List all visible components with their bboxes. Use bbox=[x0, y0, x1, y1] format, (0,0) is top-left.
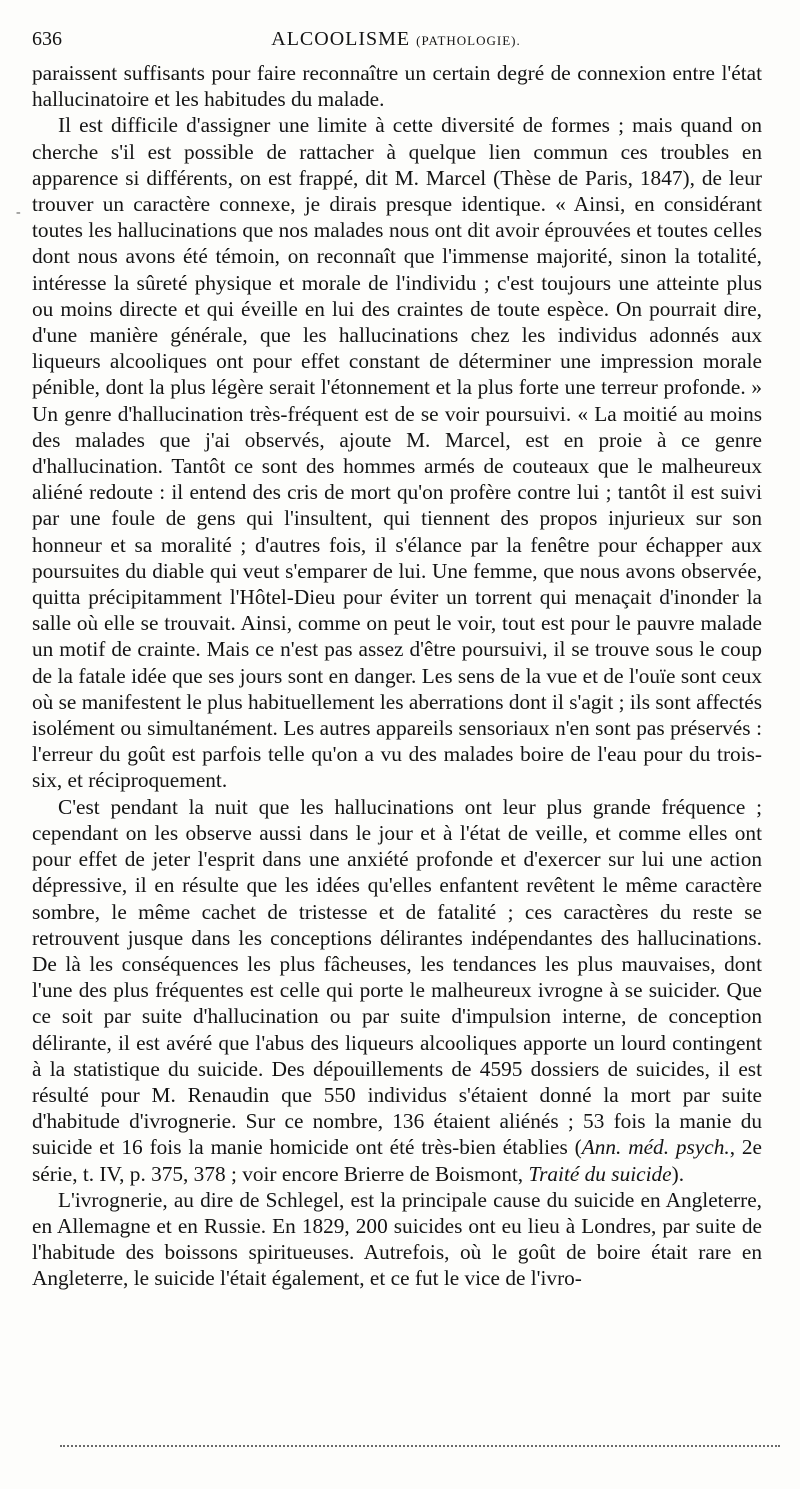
paragraph-text-part: C'est pendant la nuit que les hallucinations ont leur plus grande fréquence ; cependant on les observe aussi dans le jour et à l'état de veille, et comme elles ont pour effet de jeter l'esprit dans une anxiété profonde et d'exercer sur lui une action dépressive, il en résulte que les idées qu'elles enfantent revêtent le même caractère sombre, le même cachet de tristesse et de fatalité ; ces caractères du reste se retrouvent jusque dans les conceptions délirantes indépendantes des hallucinations. De là les conséquences les plus fâcheuses, les tendances les plus mauvaises, dont l'une des plus fréquentes est celle qui porte le malheureux ivrogne à se suicider. Que ce soit par suite d'hallucination ou par suite d'impulsion interne, de conception délirante, il est avéré que l'abus des liqueurs alcooliques apporte un lourd contingent à la statistique du suicide. Des dépouillements de 4595 dossiers de suicides, il est résulté pour M. Renaudin que 550 individus s'étaient donné la mort par suite d'habitude d'ivrognerie. Sur ce nombre, 136 étaient aliénés ; 53 fois la manie du suicide et 16 fois la manie homicide ont été très-bien établies ( bbox=[32, 794, 762, 1160]
running-title bbox=[32, 28, 760, 51]
paragraph-marcel-hallucinations: Il est difficile d'assigner une limite à cette diversité de formes ; mais quand on cherche s'il est possible de rattacher à quelque lien commun ces troubles en apparence si différents, on est frappé, dit M. Marcel (Thèse de Paris, 1847), de leur trouver un caractère connexe, je dirais presque identique. « Ainsi, en considérant toutes les hallucinations que nos malades nous ont dit avoir éprouvées et toutes celles dont nous avons été témoin, on reconnaît que l'immense majorité, sinon la totalité, intéresse la sûreté physique et morale de l'individu ; c'est toujours une atteinte plus ou moins directe et qui éveille en lui des craintes de toute espèce. On pourrait dire, d'une manière générale, que les hallucinations chez les individus adonnés aux liqueurs alcooliques ont pour effet constant de déterminer une impression morale pénible, dont la plus légère serait l'étonnement et la plus forte une terreur profonde. » Un genre d'hallucination très-fréquent est de se voir poursuivi. « La moitié au moins des malades que j'ai observés, ajoute M. Marcel, est en proie à ce genre d'hallucination. Tantôt ce sont des hommes armés de couteaux que le malheureux aliéné redoute : il entend des cris de mort qu'on profère contre lui ; tantôt il est suivi par une foule de gens qui l'insultent, qui tiennent des propos injurieux sur son honneur et sa moralité ; d'autres fois, il s'élance par la fenêtre pour échapper aux poursuites du diable qui veut s'emparer de lui. Une femme, que nous avons observée, quitta précipitamment l'Hôtel-Dieu pour éviter un torrent qui menaçait d'inonder la salle où elle se trouvait. Ainsi, comme on peut le voir, tout est pour le pauvre malade un motif de crainte. Mais ce n'est pas assez d'être poursuivi, il se trouve sous le coup de la fatale idée que ses jours sont en danger. Les sens de la vue et de l'ouïe sont ceux où se manifestent le plus habituellement les aberrations dont il s'agit ; ils sont affectés isolément ou simultanément. Les autres appareils sensoriaux n'en sont pas préservés : l'erreur du goût est parfois telle qu'on a vu des malades boire de l'eau pour du trois-six, et réciproquement. bbox=[32, 113, 762, 793]
paragraph-text-part: , 2e série, t. IV, p. 375, 378 ; voir encore Brierre de Boismont, bbox=[32, 1135, 763, 1186]
body-text bbox=[32, 60, 762, 1292]
citation-italic-journal: Ann. méd. psych. bbox=[581, 1135, 730, 1160]
citation-italic-book: Traité du suicide bbox=[528, 1161, 672, 1186]
paragraph-suicide-statistics bbox=[32, 794, 762, 1187]
running-title-main: ALCOOLISME bbox=[271, 28, 411, 50]
page-number: 636 bbox=[32, 28, 62, 50]
paragraph-text-part: ). bbox=[671, 1161, 685, 1186]
running-title-sub: (PATHOLOGIE). bbox=[416, 33, 521, 48]
footer-dotted-rule bbox=[60, 1445, 780, 1447]
margin-mark: - bbox=[16, 205, 21, 220]
paragraph-continuation: paraissent suffisants pour faire reconnaître un certain degré de connexion entre l'état hallucinatoire et les habitudes du malade. bbox=[32, 61, 762, 112]
paragraph-schlegel: L'ivrognerie, au dire de Schlegel, est la principale cause du suicide en Angleterre, en Allemagne et en Russie. En 1829, 200 suicides ont eu lieu à Londres, par suite de l'habitude des boissons spiritueuses. Autrefois, où le goût de boire était rare en Angleterre, le suicide l'était également, et ce fut le vice de l'ivro- bbox=[32, 1187, 762, 1291]
running-header bbox=[32, 28, 760, 56]
